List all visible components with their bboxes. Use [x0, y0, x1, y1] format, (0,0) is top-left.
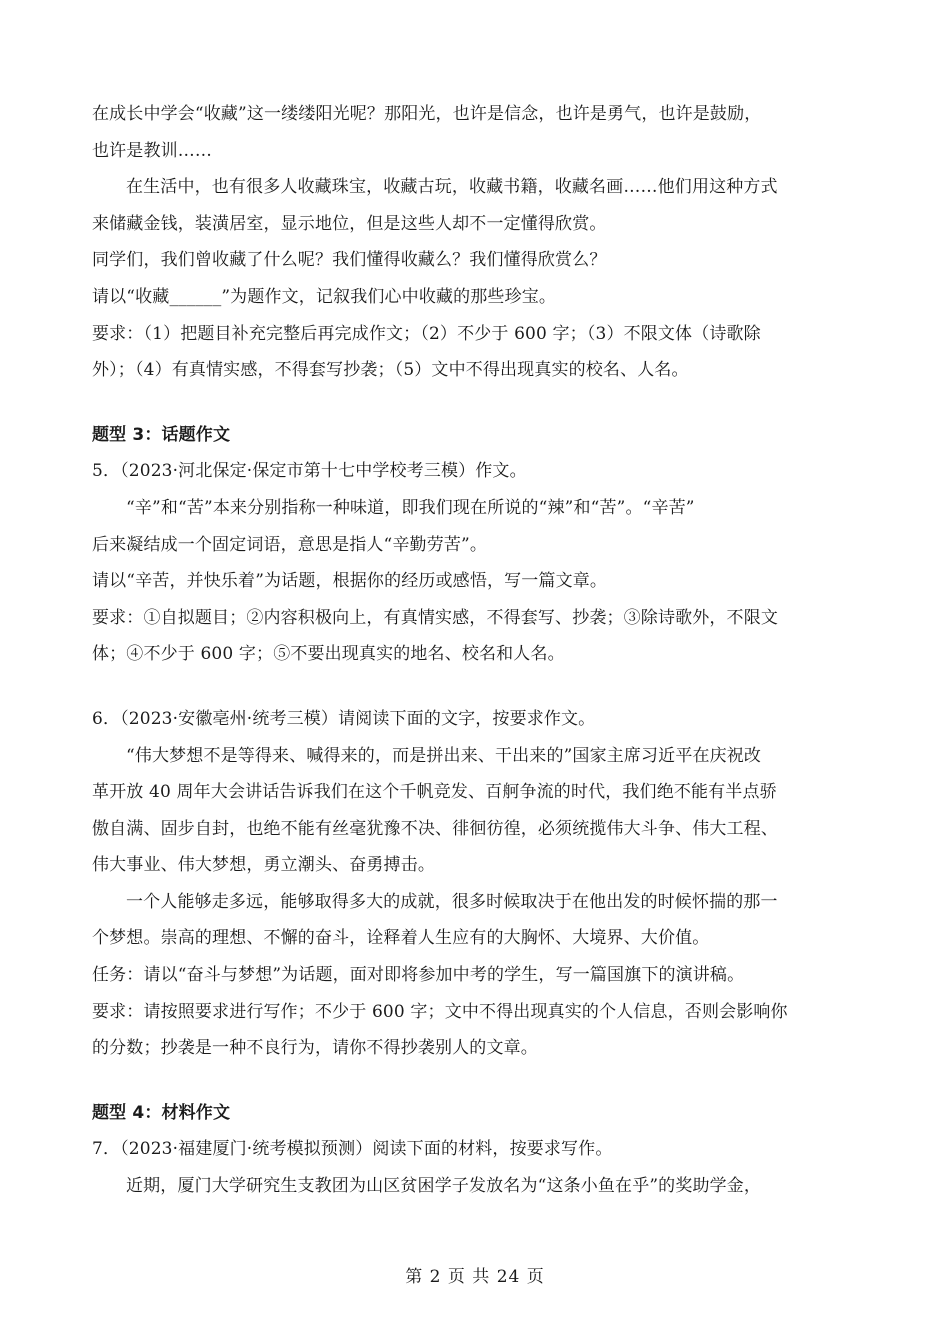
question-5 [92, 453, 860, 673]
requirements-line: 外）；（4）有真情实感，不得套写抄袭；（5）文中不得出现真实的校名、人名。 [92, 360, 689, 381]
requirements-line: 要求：请按照要求进行写作；不少于 600 字；文中不得出现真实的个人信息，否则会影响你 [92, 1001, 788, 1022]
text-line: 在成长中学会“收藏”这一缕缕阳光呢？那阳光，也许是信念，也许是勇气，也许是鼓励， [92, 104, 762, 124]
requirements-line: 体；④不少于 600 字；⑤不要出现真实的地名、校名和人名。 [92, 644, 565, 665]
text-line: 近期，厦门大学研究生支教团为山区贫困学子发放名为“这条小鱼在乎”的奖助学金， [126, 1176, 762, 1197]
page-content [92, 96, 860, 1205]
question-7 [92, 1131, 860, 1204]
text-line: 一个人能够走多远，能够取得多大的成就，很多时候取决于在他出发的时候怀揣的那一 [126, 891, 778, 912]
section-heading-topic-essay: 题型 3：话题作文 [92, 424, 231, 445]
page-number-footer: 第 2 页 共 24 页 [405, 1267, 545, 1287]
text-line: 后来凝结成一个固定词语，意思是指人“辛勤劳苦”。 [92, 534, 487, 555]
text-line: 请以“辛苦，并快乐着”为话题，根据你的经历或感悟，写一篇文章。 [92, 571, 608, 592]
requirements-line: 要求：（1）把题目补充完整后再完成作文；（2）不少于 600 字；（3）不限文体（诗歌除 [92, 323, 761, 344]
text-line: “辛”和“苦”本来分别指称一种味道，即我们现在所说的“辣”和“苦”。“辛苦” [126, 497, 695, 518]
intro-prompt [92, 96, 860, 389]
text-line: “伟大梦想不是等得来、喊得来的，而是拼出来、干出来的”国家主席习近平在庆祝改 [126, 745, 762, 766]
text-line: 请以“收藏______”为题作文，记叙我们心中收藏的那些珍宝。 [92, 286, 557, 307]
text-line: 革开放 40 周年大会讲话告诉我们在这个千帆竞发、百舸争流的时代，我们绝不能有半点骄 [92, 782, 777, 803]
text-line: 个梦想。崇高的理想、不懈的奋斗，诠释着人生应有的大胸怀、大境界、大价值。 [92, 928, 710, 949]
question-title: 5．（2023·河北保定·保定市第十七中学校考三模）作文。 [92, 461, 527, 482]
question-6 [92, 701, 860, 1067]
text-line: 伟大事业、伟大梦想，勇立潮头、奋勇搏击。 [92, 855, 435, 876]
text-line: 来储藏金钱，装潢居室，显示地位，但是这些人却不一定懂得欣赏。 [92, 213, 607, 234]
section-heading-material-essay: 题型 4：材料作文 [92, 1102, 231, 1123]
requirements-line: 要求：①自拟题目；②内容积极向上，有真情实感，不得套写、抄袭；③除诗歌外，不限文 [92, 607, 778, 628]
task-line: 任务：请以“奋斗与梦想”为话题，面对即将参加中考的学生，写一篇国旗下的演讲稿。 [92, 965, 745, 986]
requirements-line: 的分数；抄袭是一种不良行为，请你不得抄袭别人的文章。 [92, 1038, 538, 1059]
question-title: 6．（2023·安徽亳州·统考三模）请阅读下面的文字，按要求作文。 [92, 708, 596, 729]
text-line: 也许是教训…… [92, 140, 213, 161]
text-line: 傲自满、固步自封，也绝不能有丝毫犹豫不决、徘徊彷徨，必须统揽伟大斗争、伟大工程、 [92, 818, 778, 839]
question-title: 7．（2023·福建厦门·统考模拟预测）阅读下面的材料，按要求写作。 [92, 1139, 613, 1160]
text-line: 在生活中，也有很多人收藏珠宝，收藏古玩，收藏书籍，收藏名画……他们用这种方式 [126, 177, 778, 198]
text-line: 同学们，我们曾收藏了什么呢？我们懂得收藏么？我们懂得欣赏么？ [92, 250, 607, 271]
